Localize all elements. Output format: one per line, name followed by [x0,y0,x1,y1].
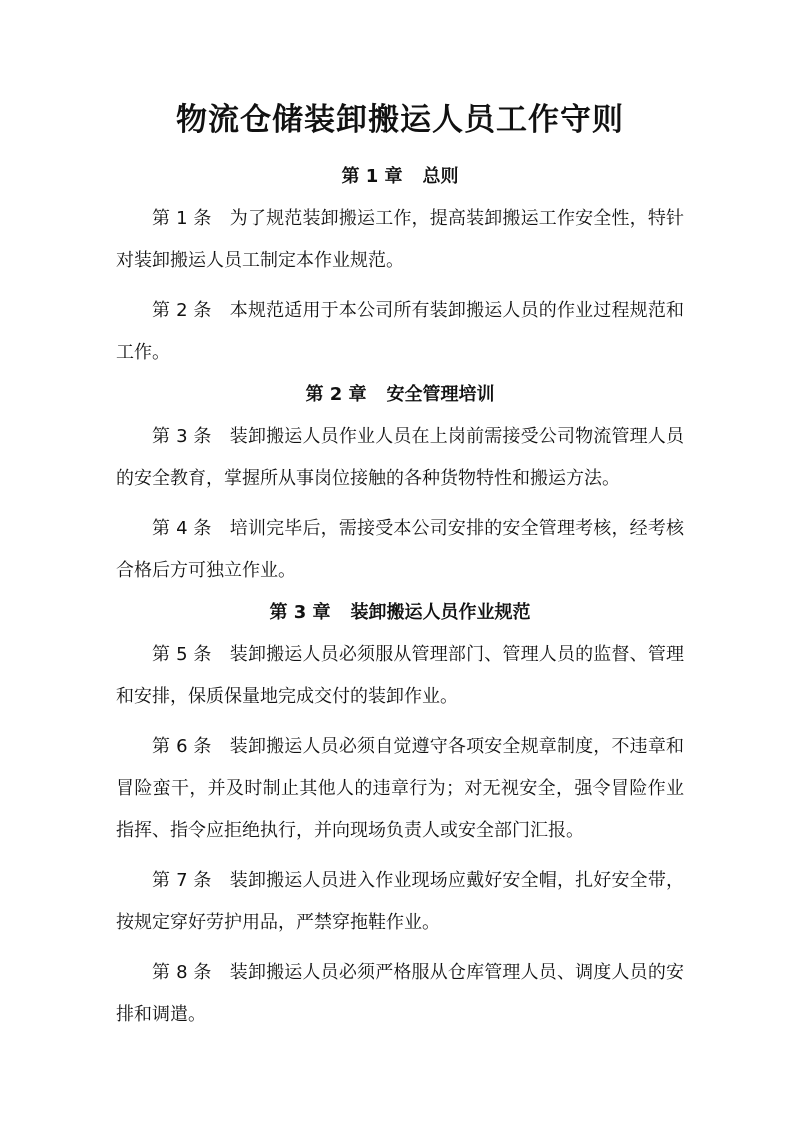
article-paragraph [116,290,684,374]
article-paragraph [116,198,684,282]
article-number: 第 7 条 [152,870,212,891]
chapter-name: 装卸搬运人员作业规范 [350,602,531,623]
article-text: 装卸搬运人员必须严格服从仓库管理人员、调度人员的安排和调遣。 [116,962,684,1025]
article-text: 装卸搬运人员进入作业现场应戴好安全帽，扎好安全带，按规定穿好劳护用品，严禁穿拖鞋作业。 [116,870,684,933]
article-number: 第 1 条 [152,208,212,229]
article-paragraph [116,416,684,500]
chapter-number: 第 2 章 [305,384,367,405]
article-text: 装卸搬运人员必须服从管理部门、管理人员的监督、管理和安排，保质保量地完成交付的装卸作业。 [116,644,684,707]
chapter-heading [116,164,684,190]
article-text: 培训完毕后，需接受本公司安排的安全管理考核，经考核合格后方可独立作业。 [116,518,684,581]
chapter-number: 第 1 章 [341,166,403,187]
document-title: 物流仓储装卸搬运人员工作守则 [176,102,624,138]
article-paragraph [116,634,684,718]
chapter-name: 总则 [422,166,459,187]
chapter-heading [116,382,684,408]
chapter-name: 安全管理培训 [386,384,495,405]
article-number: 第 4 条 [152,518,212,539]
article-number: 第 6 条 [152,736,212,757]
article-text: 本规范适用于本公司所有装卸搬运人员的作业过程规范和工作。 [116,300,684,363]
article-text: 为了规范装卸搬运工作，提高装卸搬运工作安全性，特针对装卸搬运人员工制定本作业规范。 [116,208,684,271]
article-paragraph [116,952,684,1036]
title-block [116,98,684,142]
article-number: 第 3 条 [152,426,212,447]
chapter-heading [116,600,684,626]
chapter-number: 第 3 章 [269,602,331,623]
article-number: 第 8 条 [152,962,212,983]
article-number: 第 2 条 [152,300,212,321]
article-paragraph [116,508,684,592]
article-paragraph [116,726,684,852]
article-paragraph [116,860,684,944]
article-number: 第 5 条 [152,644,212,665]
article-text: 装卸搬运人员必须自觉遵守各项安全规章制度，不违章和冒险蛮干，并及时制止其他人的违章行为；对无视安全，强令冒险作业指挥、指令应拒绝执行，并向现场负责人或安全部门汇报。 [116,736,684,841]
article-text: 装卸搬运人员作业人员在上岗前需接受公司物流管理人员的安全教育，掌握所从事岗位接触的各种货物特性和搬运方法。 [116,426,684,489]
